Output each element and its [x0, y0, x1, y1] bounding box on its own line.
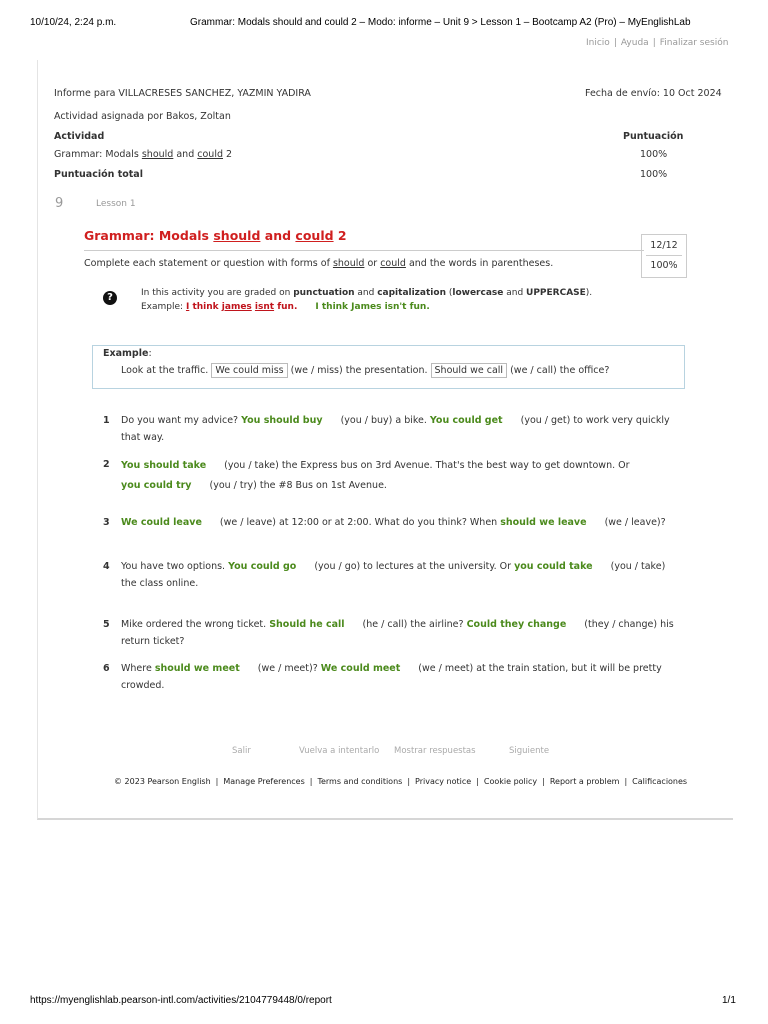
answer-input[interactable]: You could get: [429, 415, 503, 426]
answer-input[interactable]: Could they change: [466, 619, 567, 630]
terms-link[interactable]: Terms and conditions: [317, 777, 403, 786]
item-number: 2: [103, 459, 110, 470]
lesson-label: Lesson 1: [96, 199, 136, 209]
answer-input[interactable]: You could go: [228, 561, 297, 572]
answer-input[interactable]: You should take: [121, 460, 207, 471]
answer-input[interactable]: You should buy: [241, 415, 323, 426]
answer-input[interactable]: Should he call: [269, 619, 345, 630]
next-button[interactable]: Siguiente: [509, 746, 550, 756]
activity-column-header: Actividad: [54, 131, 105, 142]
score-divider: [646, 255, 682, 256]
exit-button[interactable]: Salir: [232, 746, 251, 756]
total-score: 100%: [640, 169, 668, 180]
activity-title: Grammar: Modals should and could 2: [84, 228, 347, 243]
example-label: Example:: [103, 348, 152, 359]
item-3: We could leave (we / leave) at 12:00 or at 2:00. What do you think? When should we leave (we / leave)?: [121, 517, 666, 528]
item-number: 3: [103, 517, 110, 528]
print-title: Grammar: Modals should and could 2 – Modo: informe – Unit 9 > Lesson 1 – Bootcamp A2 (Pro) – MyEnglishLab: [190, 17, 691, 28]
site-footer: © 2023 Pearson English | Manage Preferences | Terms and conditions | Privacy notice | Cookie policy | Report a problem | Calificaciones: [114, 777, 688, 786]
print-url: https://myenglishlab.pearson-intl.com/activities/2104779448/0/report: [30, 995, 332, 1006]
title-divider: [84, 250, 644, 251]
unit-number: 9: [55, 196, 64, 211]
separator: |: [652, 38, 656, 48]
example-input-2[interactable]: Should we call: [431, 363, 508, 378]
example-sentence: Look at the traffic. We could miss (we / miss) the presentation. Should we call (we / call) the office?: [121, 365, 610, 376]
answer-input[interactable]: We could leave: [121, 517, 202, 528]
activity-score: 100%: [640, 149, 668, 160]
logout-link[interactable]: Finalizar sesión: [659, 38, 729, 48]
score-fraction: 12/12: [650, 240, 678, 251]
activity-name: Grammar: Modals should and could 2: [54, 149, 233, 160]
print-datetime: 10/10/24, 2:24 p.m.: [30, 17, 117, 28]
item-1: Do you want my advice? You should buy (you / buy) a bike. You could get (you / get) to work very quickly that way.: [121, 415, 670, 443]
score-percent: 100%: [650, 260, 678, 271]
item-number: 4: [103, 561, 110, 572]
score-column-header: Puntuación: [623, 131, 684, 142]
item-number: 5: [103, 619, 110, 630]
report-problem-link[interactable]: Report a problem: [549, 777, 620, 786]
instructions: Complete each statement or question with forms of should or could and the words in parentheses.: [84, 258, 554, 269]
answer-input[interactable]: should we leave: [500, 517, 587, 528]
item-number: 6: [103, 663, 110, 674]
assigned-by: Actividad asignada por Bakos, Zoltan: [54, 111, 231, 122]
answer-input[interactable]: should we meet: [154, 663, 240, 674]
home-link[interactable]: Inicio: [586, 38, 610, 48]
manage-preferences-link[interactable]: Manage Preferences: [223, 777, 305, 786]
item-6: Where should we meet (we / meet)? We could meet (we / meet) at the train station, but it will be pretty crowded.: [121, 663, 662, 691]
item-5: Mike ordered the wrong ticket. Should he call (he / call) the airline? Could they change (they / change) his return ticket?: [121, 619, 674, 647]
help-icon[interactable]: ?: [103, 291, 117, 305]
retry-button[interactable]: Vuelva a intentarlo: [299, 746, 380, 756]
separator: |: [613, 38, 617, 48]
report-for: Informe para VILLACRESES SANCHEZ, YAZMIN YADIRA: [54, 88, 311, 99]
answer-input[interactable]: you could try: [121, 480, 192, 491]
item-number: 1: [103, 415, 110, 426]
copyright: © 2023 Pearson English: [114, 777, 211, 786]
sent-date: Fecha de envío: 10 Oct 2024: [585, 88, 722, 99]
answer-input[interactable]: We could meet: [320, 663, 401, 674]
privacy-link[interactable]: Privacy notice: [415, 777, 472, 786]
example-input-1[interactable]: We could miss: [211, 363, 287, 378]
show-answers-button[interactable]: Mostrar respuestas: [394, 746, 476, 756]
item-2: You should take (you / take) the Express bus on 3rd Avenue. That's the best way to get downtown. Or you could try (you / try) the #8 Bus on 1st Avenue.: [121, 460, 630, 491]
answer-input[interactable]: you could take: [514, 561, 593, 572]
top-links: [586, 38, 728, 48]
grading-example: Example: I think james isnt fun. I think James isn't fun.: [141, 302, 430, 312]
grading-note: In this activity you are graded on punctuation and capitalization (lowercase and UPPERCASE).: [141, 288, 593, 298]
cookie-policy-link[interactable]: Cookie policy: [483, 777, 538, 786]
print-page-number: 1/1: [722, 995, 736, 1006]
total-score-label: Puntuación total: [54, 169, 143, 180]
help-link[interactable]: Ayuda: [620, 38, 649, 48]
score-box: [641, 234, 687, 278]
grades-link[interactable]: Calificaciones: [632, 777, 688, 786]
item-4: You have two options. You could go (you / go) to lectures at the university. Or you could take (you / take) the class online.: [121, 561, 666, 589]
